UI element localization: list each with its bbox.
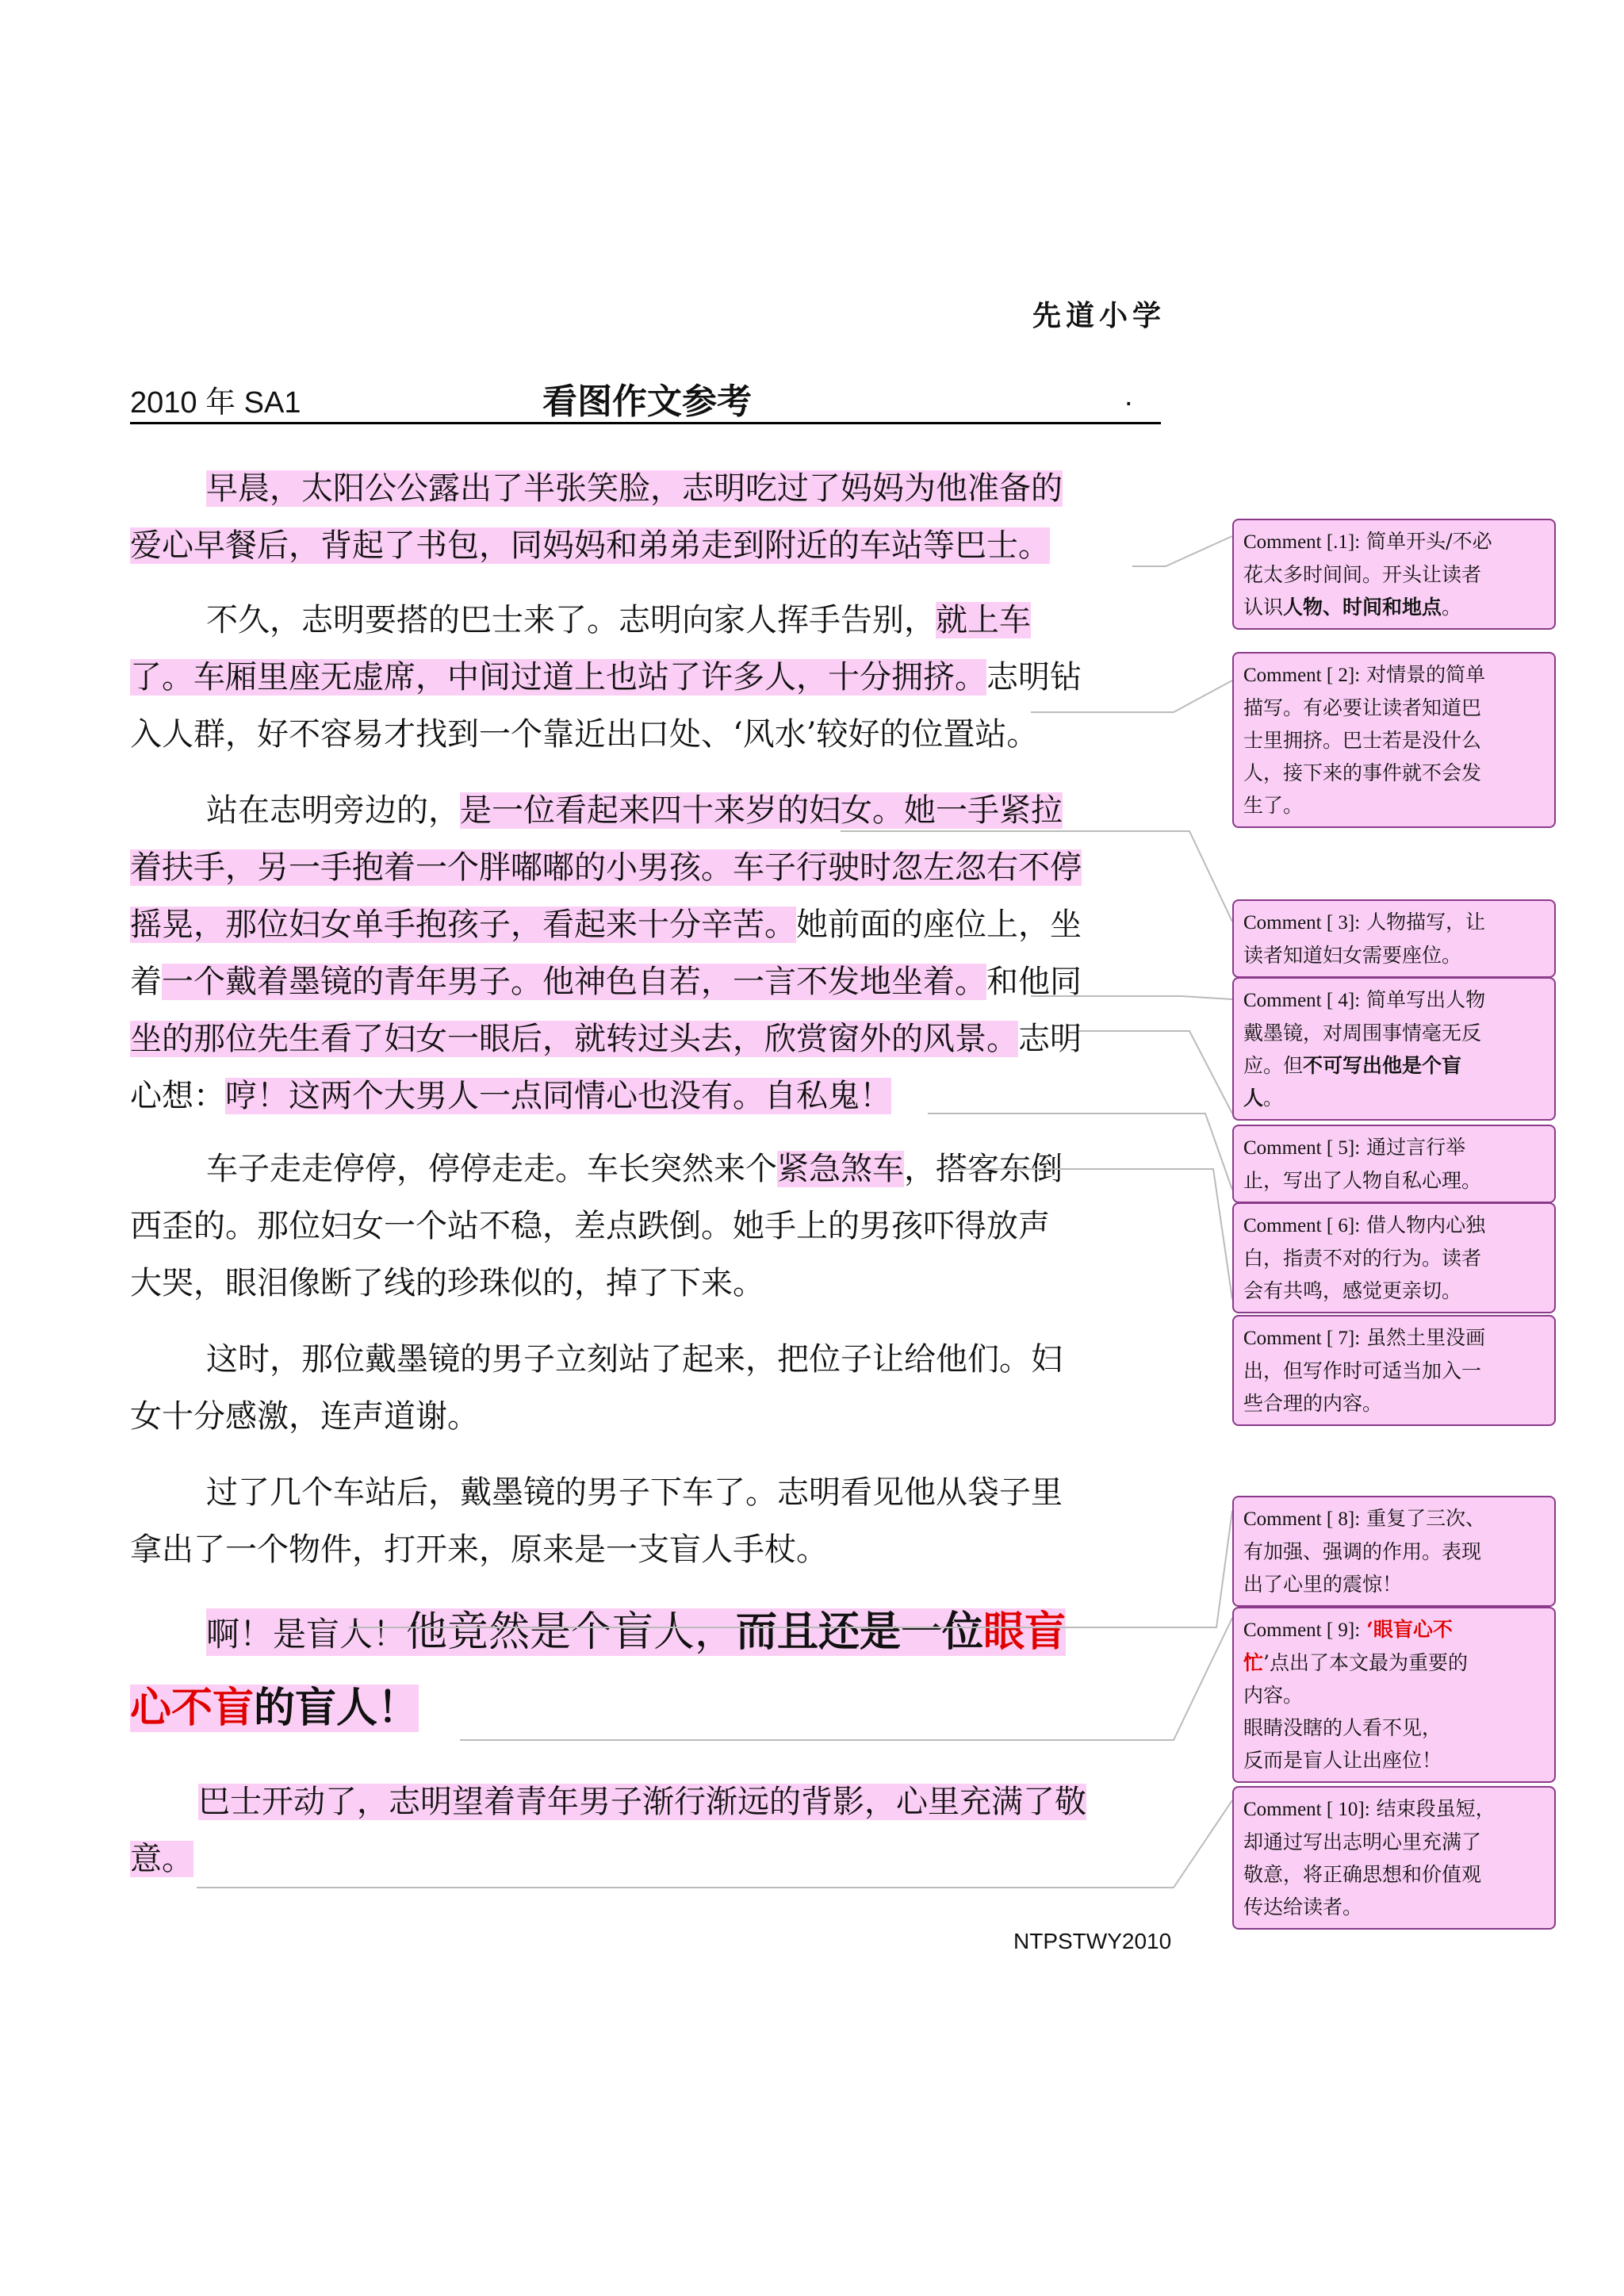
footer-code: NTPSTWY2010: [1013, 1929, 1172, 1953]
comment-4: Comment [ 4]: 简单写出人物 戴墨镜，对周围事情毫无反 应。但不可写出他是个盲 人。: [1232, 977, 1556, 1121]
highlight-2a: 就上车: [936, 602, 1031, 638]
comment-10: Comment [ 10]: 结束段虽短， 却通过写出志明心里充满了 敬意，将正确思想和价值观 传达给读者。: [1232, 1786, 1556, 1930]
highlight-8a: 巴士开动了，志明望着青年男子渐行渐远的背影，心里充满了敬: [198, 1784, 1086, 1820]
comment-3: Comment [ 3]: 人物描写，让 读者知道妇女需要座位。: [1232, 899, 1556, 978]
highlight-4a: 紧急煞车: [777, 1151, 904, 1187]
comment-9: Comment [ 9]: ‘眼盲心不 忙’点出了本文最为重要的 内容。 眼睛没瞎的人看不见， 反而是盲人让出座位！: [1232, 1607, 1556, 1783]
page-title: 看图作文参考: [542, 381, 752, 422]
highlight-1a: 早晨，太阳公公露出了半张笑脸，志明吃过了妈妈为他准备的: [206, 470, 1063, 507]
highlight-3c: 坐的那位先生看了妇女一眼后，就转过头去，欣赏窗外的风景。: [130, 1021, 1018, 1057]
comment-2: Comment [ 2]: 对情景的简单 描写。有必要让读者知道巴 士里拥挤。巴士若是没什么 人，接下来的事件就不会发 生了。: [1232, 652, 1556, 828]
comment-7: Comment [ 7]: 虽然土里没画 出，但写作时可适当加入一 些合理的内容。: [1232, 1315, 1556, 1426]
exam-label: 2010 年 SA1: [130, 386, 301, 420]
highlight-1b: 爱心早餐后，背起了书包，同妈妈和弟弟走到附近的车站等巴士。: [130, 527, 1050, 564]
highlight-3d: 哼！这两个大男人一点同情心也没有。自私鬼！: [225, 1078, 891, 1114]
comment-6: Comment [ 6]: 借人物内心独 白，指责不对的行为。读者 会有共鸣，感觉更亲切。: [1232, 1202, 1556, 1313]
comment-8: Comment [ 8]: 重复了三次、 有加强、强调的作用。表现 出了心里的震惊！: [1232, 1496, 1556, 1607]
school-name: 先道小学: [1032, 299, 1166, 332]
comment-1: Comment [.1]: 简单开头/不必 花太多时间间。开头让读者 认识人物、时间和地点。: [1232, 519, 1556, 630]
comment-5: Comment [ 5]: 通过言行举 止，写出了人物自私心理。: [1232, 1125, 1556, 1203]
highlight-3a: 是一位看起来四十来岁的妇女。她一手紧拉: [460, 792, 1063, 829]
highlight-3b: 一个戴着墨镜的青年男子。他神色自若，一言不发地坐着。: [162, 964, 986, 1000]
highlight-2b: 了。车厢里座无虚席，中间过道上也站了许多人，十分拥挤。: [130, 659, 986, 696]
header-dot: .: [1124, 379, 1133, 412]
